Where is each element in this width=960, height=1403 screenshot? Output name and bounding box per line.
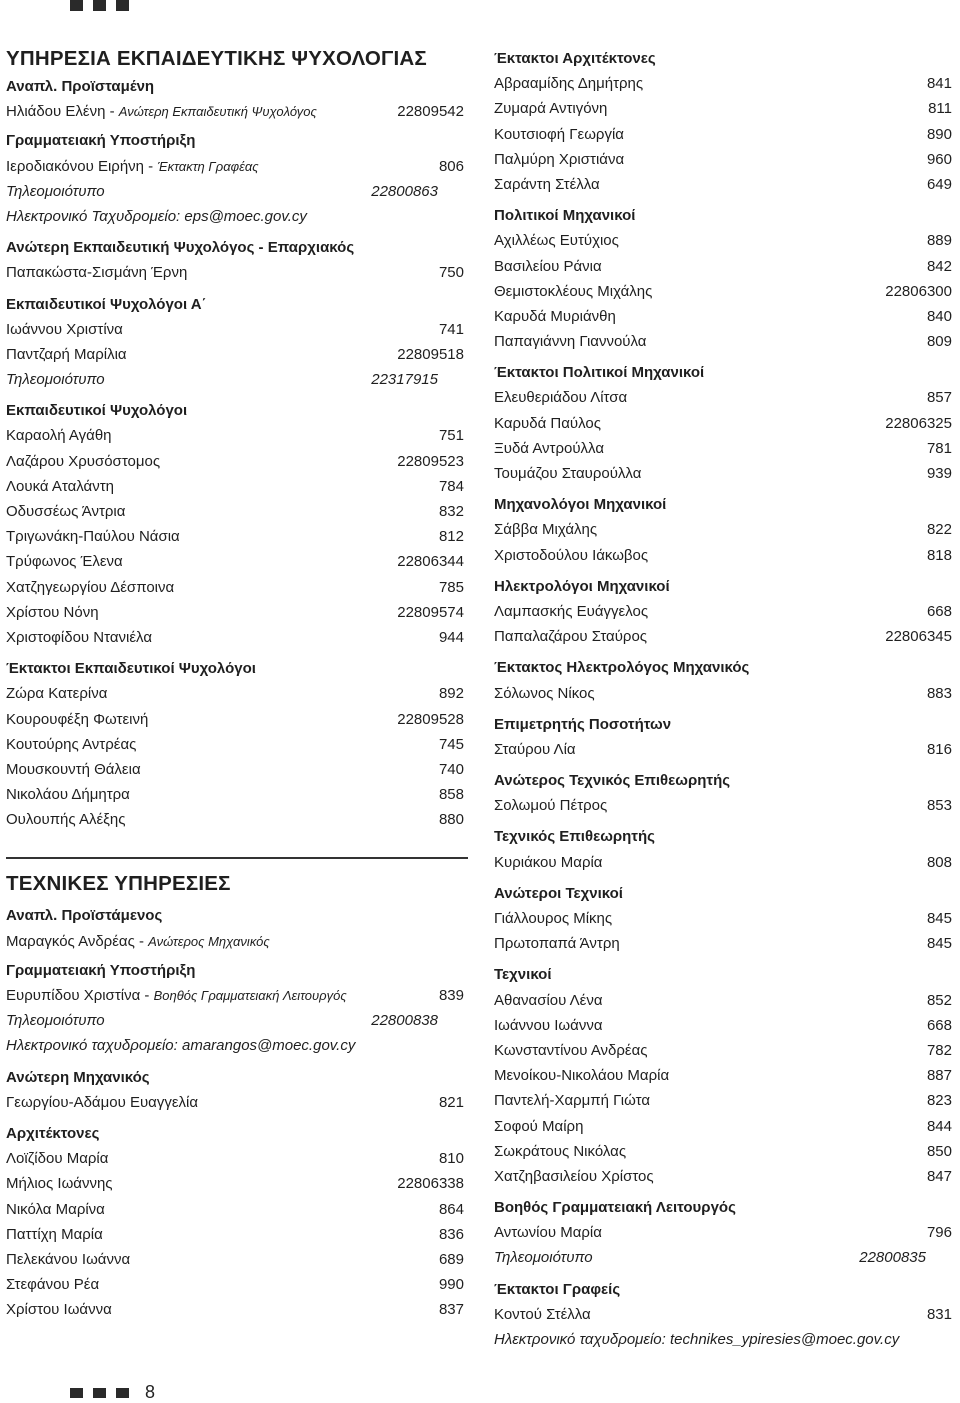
contact-row <box>6 625 468 650</box>
contact-name: Νικόλα Μαρίνα <box>6 1200 105 1218</box>
fax-row <box>6 179 468 204</box>
contact-row <box>6 1197 468 1222</box>
phone-number: 850 <box>926 1142 952 1160</box>
phone-number: 845 <box>926 910 952 927</box>
left-column <box>6 44 468 1322</box>
phone-number: 837 <box>438 1301 464 1319</box>
contact-name: Σόλωνος Νίκος <box>494 684 595 702</box>
phone-number: 889 <box>926 232 952 250</box>
section-heading: Επιμετρητής Ποσοτήτων <box>494 715 672 733</box>
section-title-technical: ΤΕΧΝΙΚΕΣ ΥΠΗΡΕΣΙΕΣ <box>6 872 231 896</box>
phone-number: 944 <box>438 628 464 646</box>
phone-number: 808 <box>926 853 952 871</box>
contact-name: Κουτσιοφή Γεωργία <box>494 125 624 143</box>
contact-row <box>494 599 956 624</box>
fax-row <box>6 367 468 392</box>
phone-number: 689 <box>438 1250 464 1268</box>
contact-row <box>494 1088 956 1113</box>
contact-row <box>494 624 956 649</box>
contact-row <box>6 600 468 625</box>
contact-name: Γεωργίου-Αδάμου Ευαγγελία <box>6 1093 199 1111</box>
phone-number: 845 <box>926 935 952 953</box>
phone-number: 810 <box>438 1150 464 1168</box>
psychologists-list <box>6 423 468 650</box>
phone-number: 841 <box>926 75 952 93</box>
contact-row <box>6 154 468 179</box>
contact-row <box>6 575 468 600</box>
contact-row <box>494 385 956 410</box>
role-text: Έκτακτη Γραφέας <box>157 158 259 174</box>
fax-number: 22800838 <box>371 1012 438 1030</box>
name-text: Ευρυπίδου Χριστίνα - <box>6 987 154 1004</box>
square-icon <box>70 0 83 11</box>
contact-row <box>6 1171 468 1196</box>
contact-row <box>6 807 468 832</box>
phone-number: 960 <box>926 150 952 168</box>
contact-name: Παλμύρη Χριστιάνα <box>494 150 625 168</box>
heading-senior-engineer: Ανώτερη Μηχανικός <box>6 1068 150 1086</box>
contact-row <box>494 96 956 121</box>
contact-name: Ιωάννου Ιωάννα <box>494 1016 603 1034</box>
phone-number: 836 <box>438 1225 464 1243</box>
contact-name: Αβρααμίδης Δημήτρης <box>494 75 644 93</box>
phone-number: 22806345 <box>885 628 952 646</box>
contact-row <box>494 461 956 486</box>
contact-name <box>6 929 270 954</box>
email-row <box>6 204 468 229</box>
email-text: Ηλεκτρονικό Ταχυδρομείο: eps@moec.gov.cy <box>6 207 307 225</box>
senior-list <box>6 260 468 285</box>
contact-row <box>6 474 468 499</box>
contact-name: Μουσκουντή Θάλεια <box>6 760 141 778</box>
contact-name: Χρίστου Νόνη <box>6 603 99 621</box>
square-icon <box>116 1388 129 1398</box>
square-icon <box>93 1388 106 1398</box>
contact-name: Λαζάρου Χρυσόστομος <box>6 452 161 470</box>
name-text: Ιεροδιακόνου Ειρήνη - <box>6 157 158 175</box>
contact-row <box>6 707 468 732</box>
contact-name: Λοϊζίδου Μαρία <box>6 1150 109 1168</box>
contact-row <box>494 228 956 253</box>
contact-row <box>494 1139 956 1164</box>
contact-name: Θεμιστοκλέους Μιχάλης <box>494 282 653 300</box>
contact-row <box>494 850 956 875</box>
contact-row <box>494 172 956 197</box>
name-text: Μαραγκός Ανδρέας - <box>6 932 149 950</box>
contact-row <box>6 260 468 285</box>
contact-name: Ζώρα Κατερίνα <box>6 685 108 703</box>
phone-number: 22809528 <box>397 710 464 728</box>
contact-name: Κυριάκου Μαρία <box>494 853 603 871</box>
contact-row <box>494 1220 956 1245</box>
contact-row <box>494 906 956 931</box>
footer <box>70 1382 155 1403</box>
phone-number: 806 <box>438 157 464 175</box>
contact-row <box>494 147 956 172</box>
fax-row <box>6 1008 468 1033</box>
contact-row <box>494 931 956 956</box>
phone-number: 668 <box>926 1016 952 1034</box>
phone-number: 821 <box>438 1093 464 1111</box>
section-heading: Βοηθός Γραμματειακή Λειτουργός <box>494 1199 736 1217</box>
contact-row <box>6 423 468 448</box>
square-icon <box>116 0 129 11</box>
contact-name: Κωνσταντίνου Ανδρέας <box>494 1041 648 1059</box>
psychologists-a-list <box>6 317 468 367</box>
phone-number: 22809518 <box>397 345 464 363</box>
phone-number: 22806325 <box>885 414 952 432</box>
section-heading: Τεχνικός Επιθεωρητής <box>494 828 655 846</box>
contact-row <box>494 254 956 279</box>
phone-number: 22809574 <box>397 603 464 621</box>
contact-name: Ζυμαρά Αντιγόνη <box>494 100 608 118</box>
phone-number: 811 <box>928 100 952 118</box>
phone-number: 990 <box>438 1276 464 1294</box>
phone-number: 751 <box>438 427 464 445</box>
contact-row <box>494 543 956 568</box>
contact-name: Κουρουφέξη Φωτεινή <box>6 710 149 728</box>
phone-number: 883 <box>926 684 952 702</box>
phone-number: 812 <box>438 528 464 546</box>
phone-number: 844 <box>926 1117 952 1135</box>
contact-row <box>6 524 468 549</box>
phone-number: 816 <box>926 740 952 758</box>
section-heading: Πολιτικοί Μηχανικοί <box>494 207 636 225</box>
contact-name: Ηλεκτρονικό ταχυδρομείο: technikes_ypiresies@moec.gov.cy <box>494 1331 900 1348</box>
phone-number: 22806300 <box>885 282 952 300</box>
heading-architects: Αρχιτέκτονες <box>6 1124 100 1142</box>
section-heading: Ανώτερος Τεχνικός Επιθεωρητής <box>494 772 731 790</box>
phone-number: 796 <box>926 1224 952 1242</box>
heading-temporary-psychologists: Έκτακτοι Εκπαιδευτικοί Ψυχολόγοι <box>6 660 256 678</box>
contact-name: Λαμπασκής Ευάγγελος <box>494 602 649 620</box>
contact-name: Νικολάου Δήμητρα <box>6 786 130 804</box>
heading-deputy-head: Αναπλ. Προϊσταμένη <box>6 78 155 95</box>
contact-row <box>6 449 468 474</box>
role-text: Ανώτερος Μηχανικός <box>148 933 270 949</box>
contact-name: Πρωτοπαπά Άντρη <box>494 935 620 953</box>
contact-name: Κοντού Στέλλα <box>494 1305 591 1323</box>
contact-name: Γιάλλουρος Μίκης <box>494 910 613 927</box>
contact-name: Παντελή-Χαρμπή Γιώτα <box>494 1092 650 1110</box>
section-heading: Ηλεκτρολόγοι Μηχανικοί <box>494 577 670 595</box>
info-row <box>494 1327 956 1352</box>
role-text: Ανώτερη Εκπαιδευτική Ψυχολόγος <box>118 104 317 120</box>
contact-name: Λουκά Αταλάντη <box>6 477 114 495</box>
phone-number: 864 <box>438 1200 464 1218</box>
phone-number: 22809542 <box>397 103 464 121</box>
contact-name: Χρίστου Ιωάννα <box>6 1301 112 1319</box>
phone-number: 887 <box>926 1067 952 1085</box>
contact-row <box>494 1164 956 1189</box>
phone-number: 22806344 <box>397 553 464 571</box>
phone-number: 857 <box>926 389 952 407</box>
phone-number: 892 <box>438 685 464 703</box>
phone-number: 741 <box>438 320 464 338</box>
contact-row <box>494 329 956 354</box>
contact-name <box>6 983 347 1008</box>
architects-list <box>6 1146 468 1322</box>
page-number: 8 <box>145 1382 156 1402</box>
divider <box>6 857 468 859</box>
section-heading: Έκτακτοι Αρχιτέκτονες <box>494 50 656 67</box>
contact-name: Αντωνίου Μαρία <box>494 1224 602 1242</box>
contact-row <box>6 681 468 706</box>
contact-row <box>6 342 468 367</box>
contact-name: Χατζηγεωργίου Δέσποινα <box>6 578 175 596</box>
contact-row <box>494 122 956 147</box>
fax-label: Τηλεομοιότυπο <box>6 371 105 389</box>
phone-number: 823 <box>926 1092 952 1110</box>
fax-number: 22800863 <box>371 182 438 200</box>
fax-number: 22317915 <box>371 371 438 389</box>
contact-row <box>494 279 956 304</box>
phone-number: 668 <box>926 602 952 620</box>
contact-name: Στεφάνου Ρέα <box>6 1276 100 1294</box>
contact-name: Σαράντη Στέλλα <box>494 175 600 193</box>
contact-name: Ελευθεριάδου Λίτσα <box>494 389 628 407</box>
contact-row <box>494 517 956 542</box>
phone-number: 809 <box>926 333 952 351</box>
contact-row <box>494 1013 956 1038</box>
contact-row <box>494 1038 956 1063</box>
name-text: Ηλιάδου Ελένη - <box>6 103 119 121</box>
phone-number: 853 <box>926 797 952 815</box>
contact-name: Ξυδά Αντρούλλα <box>494 439 604 457</box>
phone-number: 847 <box>926 1167 952 1185</box>
contact-row <box>6 983 468 1008</box>
section-heading: Έκτακτοι Πολιτικοί Μηχανικοί <box>494 364 705 382</box>
contact-name: Καρυδά Μυριάνθη <box>494 307 616 325</box>
contact-row <box>6 929 468 954</box>
contact-name <box>6 154 259 179</box>
contact-name: Σταύρου Λία <box>494 740 576 758</box>
temporary-psychologists-list <box>6 681 468 832</box>
contact-name: Μήλιος Ιωάννης <box>6 1175 113 1193</box>
contact-name: Καραολή Αγάθη <box>6 427 112 445</box>
contact-row <box>494 793 956 818</box>
contact-row <box>6 757 468 782</box>
heading-psychologists-a: Εκπαιδευτικοί Ψυχολόγοι Α΄ <box>6 295 207 313</box>
phone-number: 22806338 <box>397 1175 464 1193</box>
contact-name: Σάββα Μιχάλης <box>494 521 598 539</box>
phone-number: 831 <box>926 1305 952 1323</box>
heading-secretarial: Γραμματειακή Υποστήριξη <box>6 132 196 150</box>
contact-name: Ουλουπής Αλέξης <box>6 811 126 829</box>
contact-name: Σωκράτους Νικόλας <box>494 1142 627 1160</box>
contact-row <box>6 1247 468 1272</box>
contact-row <box>6 317 468 342</box>
heading-senior-psychologist: Ανώτερη Εκπαιδευτική Ψυχολόγος - Επαρχιακός <box>6 239 355 257</box>
section-heading: Ανώτεροι Τεχνικοί <box>494 884 623 902</box>
heading-psychologists: Εκπαιδευτικοί Ψυχολόγοι <box>6 402 188 420</box>
contact-row <box>494 681 956 706</box>
phone-number: 745 <box>438 735 464 753</box>
contact-name: Σολωμού Πέτρος <box>494 797 608 815</box>
section-heading: Μηχανολόγοι Μηχανικοί <box>494 496 667 514</box>
info-row <box>494 1245 956 1270</box>
square-icon <box>70 1388 83 1398</box>
contact-name: Παττίχη Μαρία <box>6 1225 103 1243</box>
phone-number: 649 <box>926 175 952 193</box>
contact-row <box>6 1297 468 1322</box>
phone-number: 822 <box>926 521 952 539</box>
phone-number: 750 <box>438 264 464 282</box>
phone-number: 22800835 <box>859 1249 926 1267</box>
contact-row <box>6 1090 468 1115</box>
contact-name <box>6 99 317 124</box>
fax-label: Τηλεομοιότυπο <box>6 1012 105 1030</box>
contact-name: Παπαλαζάρου Σταύρος <box>494 628 648 646</box>
phone-number: 22809523 <box>397 452 464 470</box>
contact-row <box>494 988 956 1013</box>
contact-row <box>6 1146 468 1171</box>
contact-name: Βασιλείου Ράνια <box>494 257 602 275</box>
contact-name: Ιωάννου Χριστίνα <box>6 320 123 338</box>
phone-number: 880 <box>438 811 464 829</box>
phone-number: 842 <box>926 257 952 275</box>
section-heading: Έκτακτοι Γραφείς <box>494 1280 621 1298</box>
contact-row <box>6 499 468 524</box>
contact-name: Χριστοφίδου Ντανιέλα <box>6 628 152 646</box>
contact-name: Τηλεομοιότυπο <box>494 1249 593 1267</box>
phone-number: 818 <box>926 546 952 564</box>
phone-number: 839 <box>438 987 464 1004</box>
contact-row <box>494 1114 956 1139</box>
phone-number: 781 <box>926 439 952 457</box>
header-decoration <box>70 0 129 12</box>
phone-number: 785 <box>438 578 464 596</box>
contact-name: Χριστοδούλου Ιάκωβος <box>494 546 649 564</box>
contact-row <box>6 99 468 124</box>
contact-row <box>494 71 956 96</box>
phone-number: 782 <box>926 1041 952 1059</box>
contact-name: Αθανασίου Λένα <box>494 991 603 1009</box>
section-heading: Έκτακτος Ηλεκτρολόγος Μηχανικός <box>494 659 750 677</box>
contact-name: Οδυσσέως Άντρια <box>6 503 126 520</box>
contact-name: Παπαγιάννη Γιαννούλα <box>494 333 647 351</box>
heading-secretarial-technical: Γραμματειακή Υποστήριξη <box>6 961 196 979</box>
contact-name: Παντζαρή Μαρίλια <box>6 345 127 363</box>
role-text: Βοηθός Γραμματειακή Λειτουργός <box>153 988 347 1003</box>
contact-row <box>494 1302 956 1327</box>
contact-name: Χατζηβασιλείου Χρίστος <box>494 1167 654 1185</box>
contact-row <box>494 411 956 436</box>
contact-row <box>494 1063 956 1088</box>
phone-number: 852 <box>926 991 952 1009</box>
contact-name: Παπακώστα-Σισμάνη Έρνη <box>6 264 188 282</box>
contact-name: Σοφού Μαίρη <box>494 1117 584 1135</box>
phone-number: 832 <box>438 503 464 520</box>
email-row <box>6 1033 468 1058</box>
fax-label: Τηλεομοιότυπο <box>6 182 105 200</box>
phone-number: 740 <box>438 760 464 778</box>
contact-row <box>6 549 468 574</box>
contact-row <box>494 737 956 762</box>
phone-number: 939 <box>926 465 952 482</box>
square-icon <box>93 0 106 11</box>
contact-row <box>494 304 956 329</box>
senior-engineer-list <box>6 1090 468 1115</box>
phone-number: 890 <box>926 125 952 143</box>
contact-row <box>6 782 468 807</box>
email-text: Ηλεκτρονικό ταχυδρομείο: amarangos@moec.gov.cy <box>6 1037 356 1055</box>
contact-row <box>6 1272 468 1297</box>
phone-number: 840 <box>926 307 952 325</box>
right-column <box>494 46 956 1352</box>
section-title-psychology: ΥΠΗΡΕΣΙΑ ΕΚΠΑΙΔΕΥΤΙΚΗΣ ΨΥΧΟΛΟΓΙΑΣ <box>6 47 427 70</box>
contact-name: Τρύφωνος Έλενα <box>6 553 123 571</box>
contact-name: Κουτούρης Αντρέας <box>6 735 137 753</box>
phone-number: 784 <box>438 477 464 495</box>
contact-name: Πελεκάνου Ιωάννα <box>6 1250 131 1268</box>
contact-row <box>6 1222 468 1247</box>
contact-name: Τριγωνάκη-Παύλου Νάσια <box>6 528 180 546</box>
contact-name: Τουμάζου Σταυρούλλα <box>494 465 642 482</box>
heading-deputy-head-technical: Αναπλ. Προϊστάμενος <box>6 907 163 925</box>
contact-name: Αχιλλέως Ευτύχιος <box>494 232 619 250</box>
contact-row <box>6 732 468 757</box>
contact-name: Μενοίκου-Νικολάου Μαρία <box>494 1067 670 1085</box>
contact-row <box>494 436 956 461</box>
section-heading: Τεχνικοί <box>494 966 552 984</box>
phone-number: 858 <box>438 786 464 804</box>
contact-name: Καρυδά Παύλος <box>494 414 601 432</box>
